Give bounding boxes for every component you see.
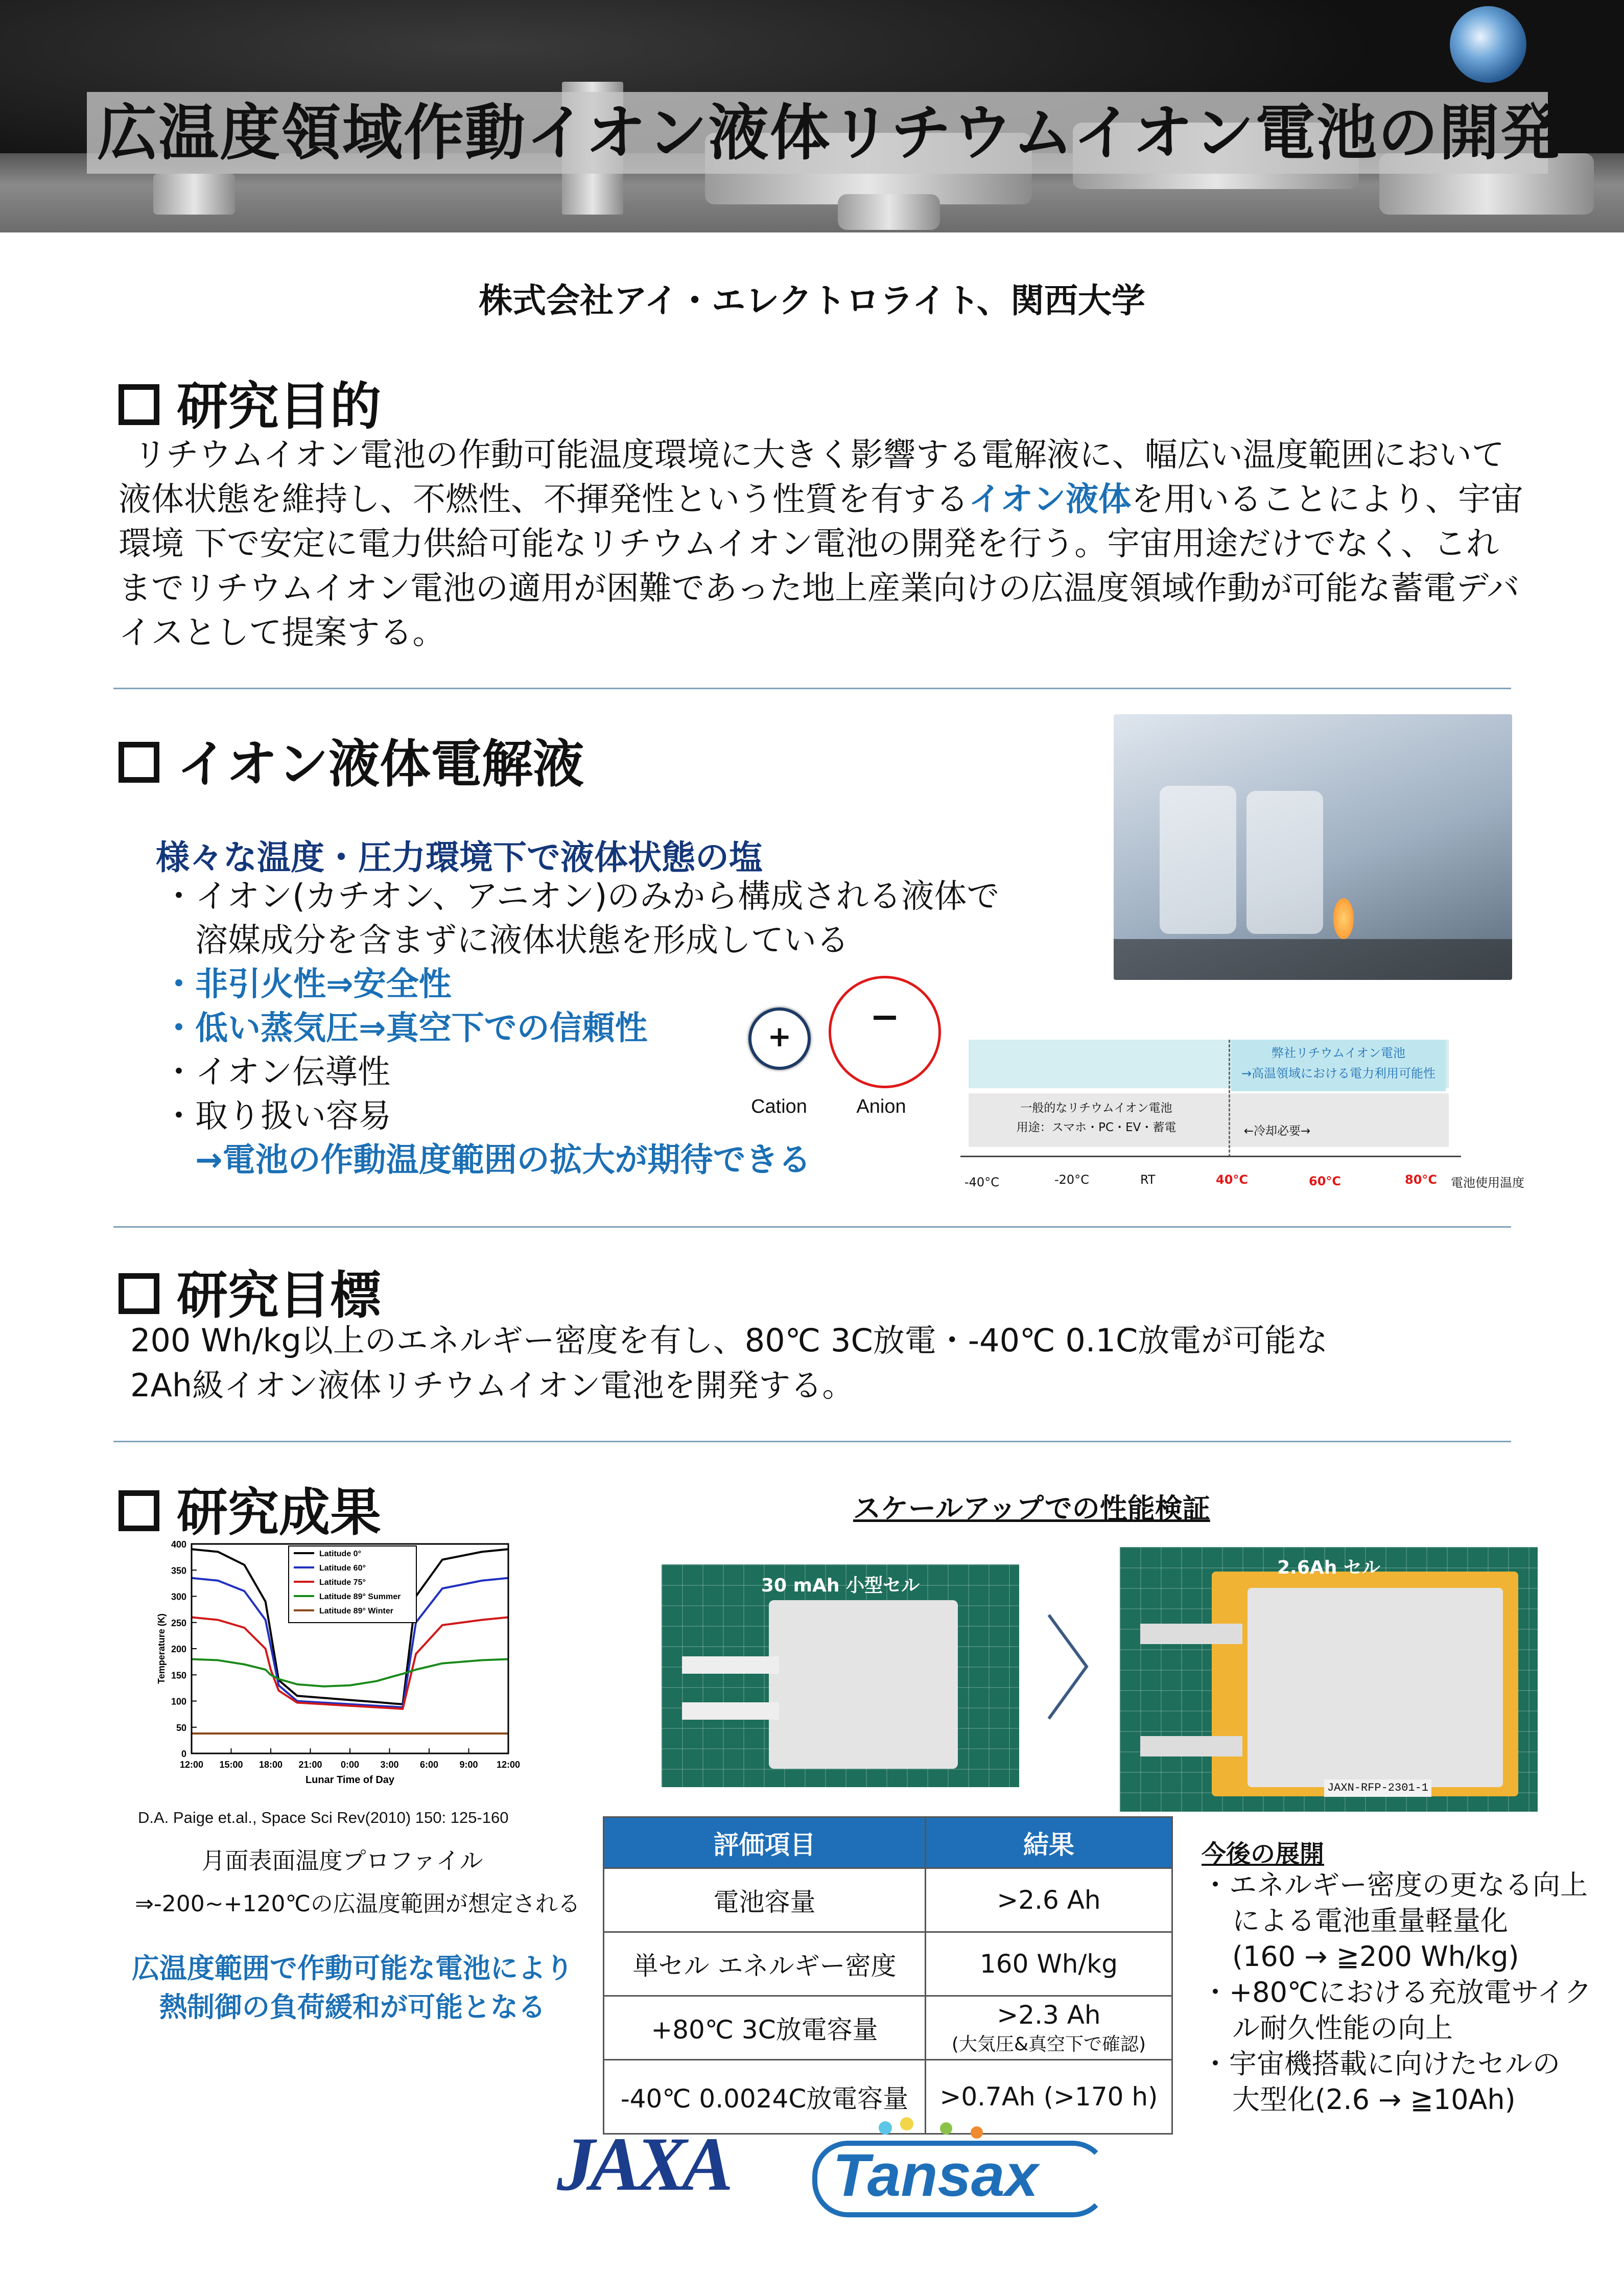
list-item: ・イオン(カチオン、アニオン)のみから構成される液体で [162, 878, 1000, 916]
cell-id-tag: JAXN-RFP-2301-1 [1324, 1779, 1431, 1797]
dot-icon [971, 2126, 983, 2139]
table-cell: >0.7Ah (>170 h) [926, 2060, 1172, 2134]
legend-label: Latitude 75° [319, 1578, 366, 1587]
dot-icon [940, 2122, 952, 2135]
y-tick-label: 200 [171, 1644, 186, 1654]
table-cell: >2.6 Ah [926, 1868, 1172, 1932]
legend-label: Latitude 0° [319, 1550, 361, 1558]
list-item: ・低い蒸気圧⇒真空下での信頼性 [162, 1010, 648, 1047]
burner-image [1114, 939, 1512, 980]
x-tick-label: 6:00 [419, 1760, 439, 1770]
section-heading-purpose: 研究目的 [119, 365, 381, 439]
table-cell: >2.3 Ah (大気圧&真空下で確認) [926, 1996, 1172, 2060]
divider [113, 688, 1511, 689]
lunar-rover [153, 174, 235, 215]
list-item: ル耐久性能の向上 [1232, 2012, 1453, 2044]
list-item: ・エネルギー密度の更なる向上 [1202, 1869, 1588, 1901]
scaleup-title: スケールアップでの性能検証 [853, 1492, 1210, 1525]
anion-label: Anion [856, 1096, 906, 1117]
earth-image [1450, 6, 1526, 83]
pouch-cell-image [1248, 1588, 1503, 1787]
affiliation: 株式会社アイ・エレクトロライト、関西大学 [479, 281, 1145, 320]
table-header-row [604, 1817, 1172, 1868]
list-item: 溶媒成分を含まずに液体状態を形成している [195, 922, 849, 959]
jaxa-logo: JAXA [557, 2122, 728, 2207]
y-tick-label: 150 [171, 1670, 186, 1681]
cooling-label: ←冷却必要→ [1243, 1124, 1311, 1138]
range-label-ours: 弊社リチウムイオン電池 →高温領域における電力利用可能性 [1231, 1040, 1446, 1091]
tansax-wordmark: Tansax [833, 2142, 1039, 2209]
table-header: 評価項目 [604, 1817, 926, 1868]
checkbox-icon [119, 384, 159, 425]
x-tick-label: 0:00 [340, 1760, 360, 1770]
list-item: ・非引火性⇒安全性 [162, 966, 452, 1003]
range-axis-label: 電池使用温度 [1451, 1176, 1524, 1190]
purpose-text: リチウムイオン電池の作動可能温度環境に大きく影響する電解液に、幅広い温度範囲において液体状態を維持し、不燃性、不揮発性という性質を有するイオン液体を用いることにより、宇宙環境 下で安定に電力供給可能なリチウムイオン電池の開発を行う。宇宙用途だけでなく、これまでリチウムイオン電池の適用が困難であった地上産業向けの広温度領域作動が可能な蓄電デバイスとして提案する。 [119, 436, 1524, 652]
range-tick: RT [1140, 1173, 1156, 1187]
section-heading-results: 研究成果 [119, 1471, 381, 1545]
list-item: →電池の作動温度範囲の拡大が期待できる [195, 1141, 811, 1179]
anion-circle: − [829, 976, 941, 1088]
results-table [603, 1816, 1173, 2135]
x-tick-label: 12:00 [496, 1760, 521, 1770]
table-cell: +80℃ 3C放電容量 [604, 1996, 926, 2060]
checkbox-icon [119, 1490, 159, 1531]
vial-image [1160, 786, 1236, 934]
section-heading-goal: 研究目標 [119, 1254, 381, 1328]
habitat-module [838, 194, 940, 230]
legend-label: Latitude 89° Winter [319, 1607, 393, 1615]
range-tick: 40°C [1216, 1173, 1249, 1187]
y-tick-label: 250 [171, 1618, 186, 1628]
flame-image [1333, 898, 1354, 939]
vial-image [1246, 791, 1323, 934]
future-list [1202, 1867, 1620, 2118]
x-tick-label: 12:00 [179, 1760, 204, 1770]
list-item: ・イオン伝導性 [162, 1053, 391, 1091]
range-tick: -40°C [964, 1175, 999, 1189]
table-row [604, 1996, 1172, 2060]
table-cell: 160 Wh/kg [926, 1932, 1172, 1996]
divider [113, 1441, 1511, 1442]
emphasis-text: 広温度範囲で作動可能な電池により 熱制御の負荷緩和が可能となる [132, 1952, 573, 2023]
table-cell: 電池容量 [604, 1868, 926, 1932]
checkbox-icon [119, 742, 159, 783]
range-tick: -20°C [1054, 1173, 1089, 1187]
cell-tab [682, 1656, 779, 1674]
small-cell-label: 30 mAh 小型セル [761, 1575, 920, 1596]
list-item: ・取り扱い容易 [162, 1097, 391, 1135]
cell-tab [1140, 1736, 1242, 1756]
chart-caption: 月面表面温度プロファイル [201, 1847, 483, 1875]
y-tick-label: 100 [171, 1696, 186, 1707]
x-tick-label: 3:00 [380, 1760, 399, 1770]
lunar-temperature-chart [153, 1538, 521, 1803]
y-tick-label: 0 [181, 1749, 186, 1759]
cell-tab [682, 1702, 779, 1720]
y-tick-label: 350 [171, 1565, 186, 1576]
tansax-logo [812, 2136, 1109, 2212]
series-line [192, 1659, 508, 1686]
cation-circle: + [748, 1008, 811, 1070]
electrolyte-subheading: 様々な温度・圧力環境下で液体状態の塩 [156, 838, 763, 877]
range-label-general: 一般的なリチウムイオン電池 用途：スマホ・PC・EV・蓄電 [1016, 1102, 1176, 1134]
table-row [604, 1868, 1172, 1932]
pouch-cell-image [769, 1600, 958, 1769]
large-cell-label: 2.6Ah セル [1277, 1557, 1380, 1578]
y-tick-label: 50 [176, 1722, 186, 1733]
x-tick-label: 15:00 [219, 1760, 243, 1770]
chevron-right-icon [1045, 1612, 1091, 1722]
large-cell-photo [1120, 1547, 1538, 1812]
range-note: ⇒-200~+120℃の広温度範囲が想定される [135, 1891, 580, 1917]
list-item: (160 → ≧200 Wh/kg) [1232, 1940, 1519, 1973]
table-row [604, 1932, 1172, 1996]
divider [113, 1226, 1511, 1228]
x-tick-label: 9:00 [459, 1760, 478, 1770]
y-tick-label: 300 [171, 1591, 186, 1602]
range-tick: 80°C [1405, 1173, 1438, 1187]
ionic-liquid-photo [1114, 714, 1512, 980]
list-item: ・宇宙機搭載に向けたセルの [1202, 2048, 1560, 2080]
chart-citation: D.A. Paige et.al., Space Sci Rev(2010) 150: 125-160 [138, 1809, 509, 1826]
list-item: 大型化(2.6 → ≧10Ah) [1232, 2083, 1516, 2116]
page-title: 広温度領域作動イオン液体リチウムイオン電池の開発 [97, 98, 1562, 168]
small-cell-photo [662, 1564, 1019, 1787]
table-cell: 単セル エネルギー密度 [604, 1932, 926, 1996]
y-tick-label: 400 [171, 1539, 186, 1550]
cell-tab [1140, 1624, 1242, 1644]
legend-label: Latitude 89° Summer [319, 1592, 401, 1601]
list-item: ・+80℃における充放電サイク [1202, 1976, 1592, 2008]
list-item: による電池重量軽量化 [1232, 1905, 1508, 1937]
future-heading: 今後の展開 [1202, 1840, 1325, 1868]
range-axis [960, 1156, 1461, 1157]
checkbox-icon [119, 1273, 159, 1314]
table-cell: -40℃ 0.0024C放電容量 [604, 2060, 926, 2134]
section-heading-electrolyte: イオン液体電解液 [119, 723, 584, 796]
legend-label: Latitude 60° [319, 1564, 366, 1573]
x-axis-label: Lunar Time of Day [305, 1774, 395, 1786]
dot-icon [879, 2121, 892, 2135]
range-tick: 60°C [1309, 1174, 1341, 1188]
dot-icon [900, 2117, 913, 2130]
goal-text: 200 Wh/kg以上のエネルギー密度を有し、80℃ 3C放電・-40℃ 0.1C放電が可能な 2Ah級イオン液体リチウムイオン電池を開発する。 [130, 1322, 1328, 1404]
y-axis-label: Temperature (K) [156, 1613, 167, 1684]
x-tick-label: 18:00 [258, 1760, 283, 1770]
x-tick-label: 21:00 [298, 1760, 322, 1770]
rt-dashed-line [1229, 1040, 1231, 1157]
cation-label: Cation [751, 1096, 807, 1117]
table-header: 結果 [926, 1817, 1172, 1868]
